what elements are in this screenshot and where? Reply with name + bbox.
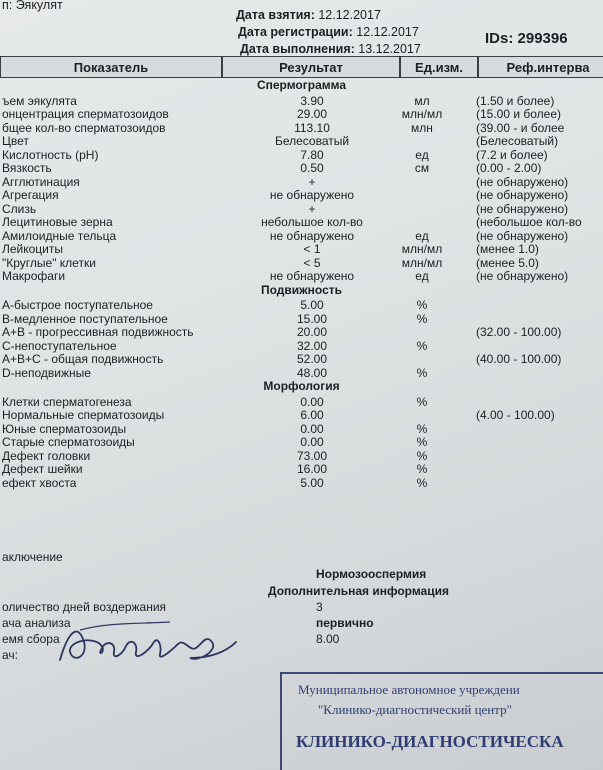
row-result: 113.10 — [294, 120, 330, 135]
row-result: 52.00 — [296, 352, 328, 366]
section-morphology: Морфология — [263, 379, 340, 393]
row-name: Дефект шейки — [2, 462, 83, 476]
row-name: Амилоидные тельца — [2, 228, 117, 243]
table-row — [0, 202, 603, 216]
table-row — [0, 462, 603, 476]
table-row — [0, 408, 603, 422]
row-unit: млн/мл — [401, 255, 443, 270]
row-result: 0.00 — [300, 394, 324, 409]
row-name: емя сбора — [2, 632, 60, 646]
row-ref: (32.00 - 100.00) — [476, 325, 562, 339]
row-result: не обнаружено — [269, 269, 355, 283]
row-unit: % — [416, 435, 428, 449]
signature — [50, 612, 240, 672]
row-ref: (0.00 - 2.00) — [476, 161, 542, 175]
row-ref: (не обнаружено) — [476, 269, 569, 283]
row-unit: ед — [415, 269, 429, 283]
row-ref: (не обнаружено) — [476, 201, 569, 216]
table-row — [0, 312, 603, 326]
row-name: ача анализа — [2, 616, 71, 630]
table-row — [0, 215, 603, 229]
table-row — [0, 269, 603, 283]
row-name: B-медленное поступательное — [2, 311, 168, 326]
row-unit: % — [416, 448, 428, 463]
row-name: Цвет — [2, 134, 29, 148]
table-row — [0, 325, 603, 339]
section-additional: Дополнительная информация — [268, 584, 449, 598]
row-result: не обнаружено — [269, 188, 355, 202]
row-name: Агрегация — [2, 188, 59, 202]
row-name: D-неподвижные — [2, 365, 91, 380]
row-name: A+B+C - общая подвижность — [2, 352, 164, 366]
row-ref: (не обнаружено) — [476, 228, 569, 243]
table-row — [0, 188, 603, 202]
section-motility: Подвижность — [260, 282, 343, 297]
row-unit: % — [416, 394, 428, 409]
table-row — [0, 298, 603, 312]
table-row — [0, 449, 603, 463]
table-row — [0, 339, 603, 353]
table-row — [0, 107, 603, 121]
row-ref: (7.2 и более) — [476, 147, 548, 162]
date-registered: Дата регистрации: 12.12.2017 — [238, 25, 419, 39]
table-row — [0, 229, 603, 243]
table-row — [0, 134, 603, 148]
row-ref: (40.00 - 100.00) — [476, 352, 562, 366]
conclusion-value-row — [0, 567, 603, 581]
row-ref: (не обнаружено) — [476, 174, 569, 189]
row-unit: млн/мл — [401, 107, 443, 121]
sample-id: IDs: 299396 — [485, 30, 568, 47]
row-name: бщее кол-во сперматозоидов — [2, 120, 166, 135]
table-row — [0, 256, 603, 270]
table-row — [0, 94, 603, 108]
sample-type: п: Эякулят — [2, 0, 63, 12]
row-name: "Круглые" клетки — [2, 255, 96, 270]
row-result: небольшое кол-во — [261, 215, 363, 229]
row-unit: млн — [411, 120, 433, 135]
row-unit: % — [416, 298, 428, 312]
row-name: ъем эякулята — [2, 93, 77, 108]
institution-stamp: Муниципальное автономное учреждени "Клинико-диагностический центр" КЛИНИКО-ДИАГНОСТИЧЕСКА — [280, 672, 603, 770]
row-result: 6.00 — [300, 408, 324, 422]
row-result: 3 — [316, 600, 323, 614]
row-name: ефект хвоста — [2, 475, 77, 490]
row-result: не обнаружено — [269, 228, 355, 243]
row-result: 7.80 — [300, 147, 324, 162]
row-name: C-непоступательное — [2, 338, 117, 353]
row-name: A-быстрое поступательное — [2, 298, 153, 312]
date-taken: Дата взятия: 12.12.2017 — [236, 8, 381, 22]
row-ref: (Белесоватый) — [476, 134, 559, 148]
row-unit: % — [416, 338, 428, 353]
row-ref: (не обнаружено) — [476, 188, 569, 202]
table-row — [0, 395, 603, 409]
row-result: 15.00 — [296, 311, 328, 326]
row-result: 73.00 — [296, 448, 328, 463]
row-unit: % — [416, 365, 428, 380]
row-name: Нормальные сперматозоиды — [2, 408, 165, 422]
row-result: 32.00 — [296, 338, 328, 353]
table-row — [0, 352, 603, 366]
section-spermogram: Спермограмма — [256, 78, 347, 92]
table-row — [0, 435, 603, 449]
row-name: онцентрация сперматозоидов — [2, 107, 169, 121]
row-result: + — [308, 174, 316, 189]
row-name: Лецитиновые зерна — [2, 215, 113, 229]
row-unit: % — [416, 311, 428, 326]
col-ref: Реф.интерва — [478, 56, 603, 78]
row-name: Юные сперматозоиды — [2, 421, 127, 436]
table-header — [0, 56, 603, 78]
row-result: Белесоватый — [274, 134, 350, 148]
row-result: 16.00 — [296, 462, 328, 476]
row-result: + — [308, 201, 316, 216]
row-unit: % — [416, 475, 428, 490]
row-result: < 1 — [303, 242, 321, 256]
row-name: A+B - прогрессивная подвижность — [2, 325, 194, 339]
row-unit: млн/мл — [401, 242, 443, 256]
col-unit: Ед.изм. — [400, 56, 478, 78]
row-name: оличество дней воздержания — [2, 600, 167, 614]
row-unit: % — [416, 421, 428, 436]
col-indicator: Показатель — [0, 56, 222, 78]
date-completed: Дата выполнения: 13.12.2017 — [240, 42, 421, 56]
row-name: Кислотность (pH) — [2, 147, 99, 162]
table-row — [0, 476, 603, 490]
row-name: Агглютинация — [2, 174, 80, 189]
row-name: Клетки сперматогенеза — [2, 394, 132, 409]
conclusion-label-row — [0, 550, 603, 564]
row-unit: ед — [415, 228, 429, 243]
row-name: Дефект головки — [2, 448, 91, 463]
table-row — [0, 175, 603, 189]
row-result: 8.00 — [316, 632, 340, 646]
row-name: Вязкость — [2, 161, 52, 175]
row-ref: (1.50 и более) — [476, 93, 555, 108]
table-row — [0, 148, 603, 162]
table-row — [0, 161, 603, 175]
row-result: < 5 — [303, 255, 321, 270]
row-ref: (39.00 - и более — [476, 120, 565, 135]
row-result: 29.00 — [296, 107, 328, 121]
row-result: 0.00 — [300, 435, 324, 449]
row-unit: % — [416, 462, 428, 476]
row-result: 0.00 — [300, 421, 324, 436]
row-ref: (менее 1.0) — [476, 242, 539, 256]
row-ref: (небольшое кол-во — [476, 215, 582, 229]
table-row — [0, 242, 603, 256]
row-result: 48.00 — [296, 365, 328, 380]
row-ref: (менее 5.0) — [476, 255, 539, 270]
row-result: 5.00 — [300, 298, 324, 312]
row-unit: ед — [415, 147, 429, 162]
row-result: 5.00 — [300, 475, 324, 490]
conclusion-label: аключение — [2, 550, 63, 564]
conclusion-value: Нормозооспермия — [316, 567, 427, 581]
row-name: Старые сперматозоиды — [2, 435, 135, 449]
row-name: Лейкоциты — [2, 242, 64, 256]
row-result: 20.00 — [296, 325, 328, 339]
row-name: Макрофаги — [2, 269, 66, 283]
table-row — [0, 366, 603, 380]
col-result: Результат — [222, 56, 400, 78]
row-result: первично — [316, 616, 374, 630]
row-result: 3.90 — [300, 93, 324, 108]
row-result: 0.50 — [300, 161, 324, 175]
table-row — [0, 422, 603, 436]
row-unit: мл — [414, 93, 430, 108]
row-ref: (4.00 - 100.00) — [476, 408, 555, 422]
row-name: Слизь — [2, 201, 37, 216]
signature-label: ач: — [2, 648, 18, 662]
table-row — [0, 121, 603, 135]
row-ref: (15.00 и более) — [476, 107, 562, 121]
row-unit: см — [414, 161, 430, 175]
